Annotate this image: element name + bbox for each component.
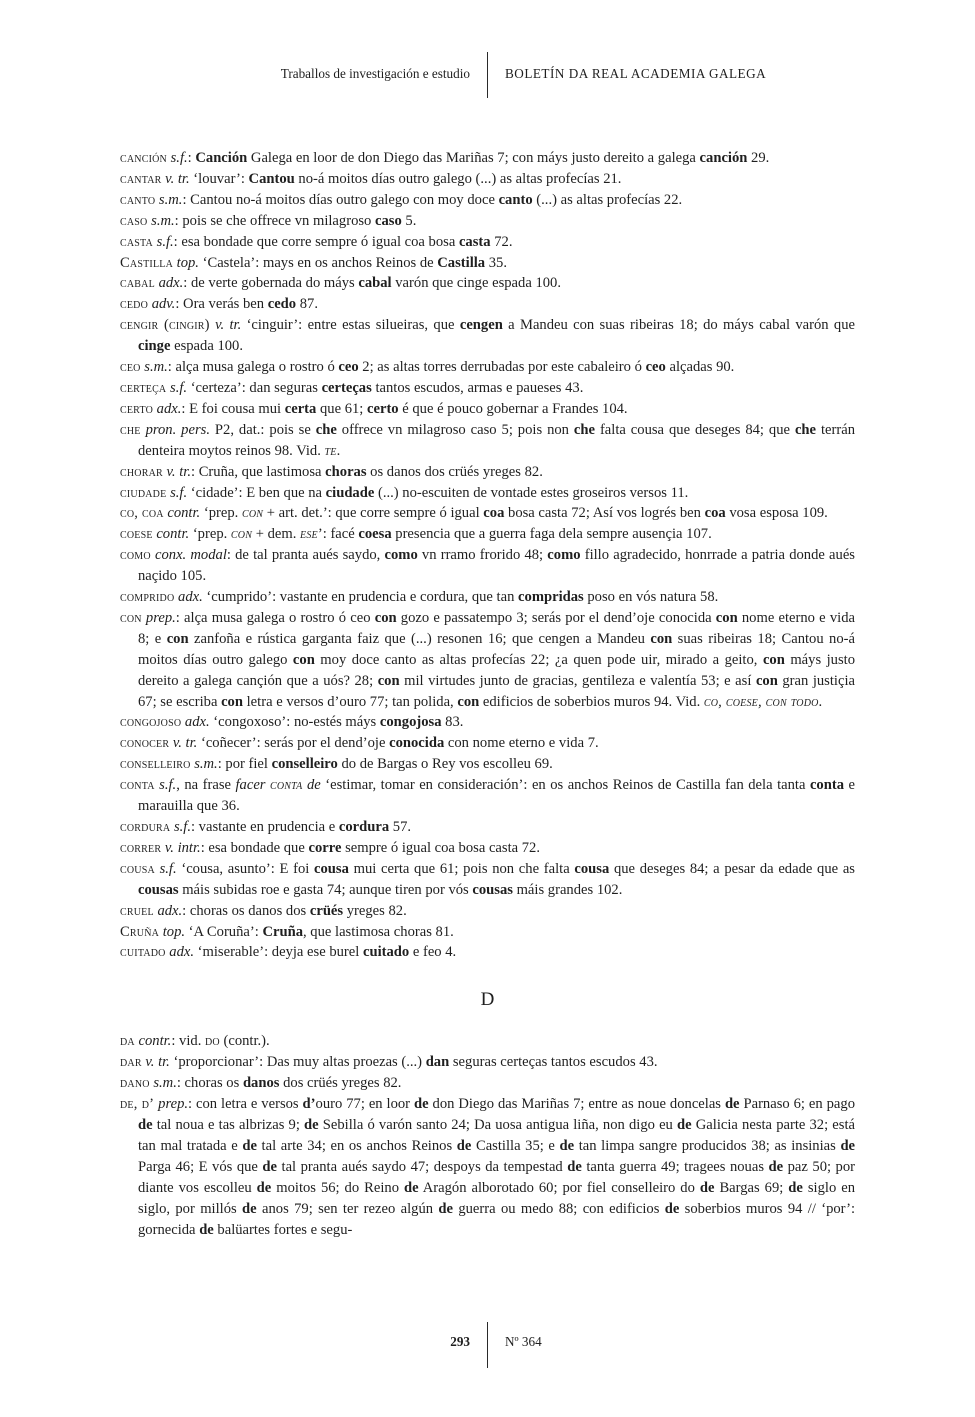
glossary-entry: cousa s.f. ‘cousa, asunto’: E foi cousa mui certa que 61; pois non che falta cousa que deseges 84; a pesar da edade que as cousas máis subidas roe e gasta 74; aunque tiren por vós cousas máis grandes 102. bbox=[120, 860, 855, 898]
glossary-entry: chorar v. tr.: Cruña, que lastimosa choras os danos dos crüés yreges 82. bbox=[120, 463, 543, 480]
glossary-entry: ciudade s.f. ‘cidade’: E ben que na ciudade (...) no-escuiten de vontade estes groseiros versos 11. bbox=[120, 484, 689, 501]
glossary-entry: cuitado adx. ‘miserable’: deyja ese burel cuitado e feo 4. bbox=[120, 944, 457, 961]
glossary-entry: dar v. tr. ‘proporcionar’: Das muy altas proezas (...) dan seguras certeças tantos escudos 43. bbox=[120, 1054, 658, 1071]
running-head bbox=[0, 52, 975, 100]
glossary-entry: ceo s.m.: alça musa galega o rostro ó ceo 2; as altas torres derrubadas por este cabaleiro ó ceo alçadas 90. bbox=[120, 359, 735, 376]
glossary-entry: cruel adx.: choras os danos dos crüés yreges 82. bbox=[120, 902, 407, 919]
glossary-entry: cantar v. tr. ‘louvar’: Cantou no-á moitos días outro galego (...) as altas profecías 21. bbox=[120, 170, 622, 187]
glossary-entry: che pron. pers. P2, dat.: pois se che offrece vn milagroso caso 5; pois non che falta cousa que deseges 84; que che terrán denteira moytos reinos 98. Vid. te. bbox=[120, 421, 855, 459]
glossary-entry: canto s.m.: Cantou no-á moitos días outro galego con moy doce canto (...) as altas profecías 22. bbox=[120, 191, 683, 208]
page-number: 293 bbox=[450, 1334, 470, 1349]
glossary-entry: coese contr. ‘prep. con + dem. ese’: facé coesa presencia que a guerra faga dela sempre ausençia 107. bbox=[120, 526, 712, 543]
glossary-entry: co, coa contr. ‘prep. con + art. det.’: que corre sempre ó igual coa bosa casta 72; Así vos logrés ben coa vosa esposa 109. bbox=[120, 505, 828, 522]
glossary-entry: da contr.: vid. do (contr.). bbox=[120, 1033, 270, 1050]
glossary-entry: canción s.f.: Canción Galega en loor de don Diego das Mariñas 7; con máys justo dereito a galega canción 29. bbox=[120, 150, 770, 166]
glossary-entry: certo adx.: E foi cousa mui certa que 61; certo é que é pouco gobernar a Frandes 104. bbox=[120, 400, 628, 417]
letter-heading: D bbox=[480, 989, 495, 1011]
glossary-entry: Cruña top. ‘A Coruña’: Cruña, que lastimosa choras 81. bbox=[120, 923, 454, 940]
journal-title: BOLETÍN DA REAL ACADEMIA GALEGA bbox=[505, 66, 767, 81]
footer-divider bbox=[487, 1322, 488, 1368]
glossary-entry: comprido adx. ‘cumprido’: vastante en prudencia e cordura, que tan compridas poso en vós natura 58. bbox=[120, 589, 719, 606]
glossary-entries-c bbox=[120, 148, 855, 963]
header-divider bbox=[487, 52, 488, 98]
glossary-entry: conta s.f., na frase facer conta de ‘estimar, tomar en consideración’: en os anchos Reinos de Castilla fan dela tanta conta e marauilla que 36. bbox=[120, 777, 855, 815]
glossary-entry: conocer v. tr. ‘coñecer’: serás por el dend’oje conocida con nome eterno e vida 7. bbox=[120, 735, 599, 752]
glossary-entry: dano s.m.: choras os danos dos crüés yreges 82. bbox=[120, 1075, 402, 1092]
glossary-entry: cedo adv.: Ora verás ben cedo 87. bbox=[120, 296, 318, 313]
glossary-entry: cengir (cingir) v. tr. ‘cinguir’: entre estas silueiras, que cengen a Mandeu con suas ribeiras 18; do máys cabal varón que cinge espada 100. bbox=[120, 317, 855, 355]
glossary-entry: conselleiro s.m.: por fiel conselleiro do de Bargas o Rey vos escolleu 69. bbox=[120, 756, 553, 773]
glossary-entry: como conx. modal: de tal pranta aués saydo, como vn rramo frorido 48; como fillo agradecido, honrrade a patria donde aués naçido 105. bbox=[120, 547, 855, 585]
glossary-entry: Castilla top. ‘Castela’: mays en os anchos Reinos de Castilla 35. bbox=[120, 254, 507, 271]
section-title: Traballos de investigación e estudio bbox=[280, 66, 470, 81]
page-footer bbox=[0, 1322, 975, 1368]
glossary-entry: correr v. intr.: esa bondade que corre sempre ó igual coa bosa casta 72. bbox=[120, 839, 541, 856]
glossary-entry: de, d’ prep.: con letra e versos d’ouro 77; en loor de don Diego das Mariñas 7; entre as noue doncelas de Parnaso 6; en pago de tal noua e tas albrizas 9; de Sebilla ó varón santo 24; Da uosa antigua liña, non digo eu de Galicia nesta parte 32; está tan mal tratada e de tal arte 34; en os anchos Reinos de Castilla 35; e de tan limpa sangre producidos 38; as insinias de Parga 46; E vós que de tal pranta aués saydo 47; despoys da tempestad de tanta guerra 49; tragees nouas de paz 50; por diante vos escolleu de moitos 56; do Reino de Aragón alborotado 60; por fiel conselleiro do de Bargas 69; de siglo en siglo, por millós de anos 79; sen ter rezeo algún de guerra ou medo 88; con edificios de soberbios muros 94 // ‘por’: gornecida de balüartes fortes e segu- bbox=[120, 1096, 856, 1238]
glossary-entry: congojoso adx. ‘congoxoso’: no-estés máys congojosa 83. bbox=[120, 714, 464, 731]
glossary-entry: certeça s.f. ‘certeza’: dan seguras certeças tantos escudos, armas e paueses 43. bbox=[120, 379, 584, 396]
glossary-entry: caso s.m.: pois se che offrece vn milagroso caso 5. bbox=[120, 212, 417, 229]
glossary-entry: con prep.: alça musa galega o rostro ó ceo con gozo e passatempo 3; serás por el dend’oje conocida con nome eterno e vida 8; e con zanfoña e rústica garganta faiz que (...) resonen 16; que cengen a Mandeu con suas ribeiras 18; Cantou no-á moitos días outro galego con moy doce canto as altas profecías 22; ¿a quen pode uir, mirado a geito, con máys justo dereito a galega cançión que a uós? 28; con mil virtudes junto de gracias, gentileza e valentía 53; e así con gran justiçia 67; se escriba con letra e versos d’ouro 77; tan polida, con edificios de soberbios muros 94. Vid. co, coese, con todo. bbox=[120, 609, 855, 710]
glossary bbox=[120, 148, 855, 1240]
glossary-entry: casta s.f.: esa bondade que corre sempre ó igual coa bosa casta 72. bbox=[120, 233, 513, 250]
glossary-entry: cordura s.f.: vastante en prudencia e cordura 57. bbox=[120, 819, 412, 835]
glossary-entries-d bbox=[120, 1031, 855, 1240]
issue-number: Nº 364 bbox=[505, 1334, 542, 1349]
glossary-entry: cabal adx.: de verte gobernada do máys cabal varón que cinge espada 100. bbox=[120, 275, 561, 292]
